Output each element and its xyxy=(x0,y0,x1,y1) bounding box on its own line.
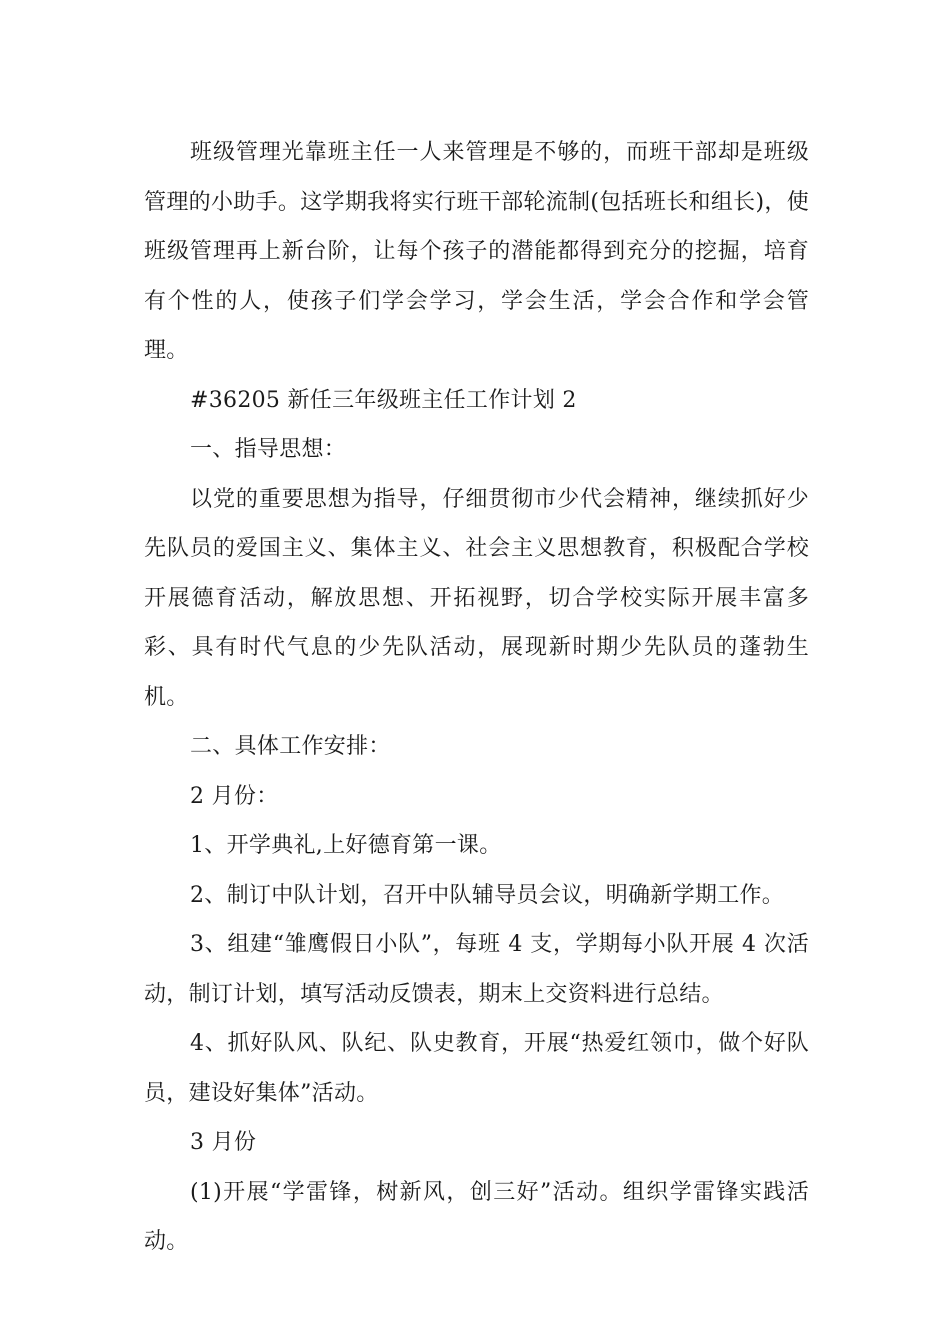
paragraph-guiding-ideology: 以党的重要思想为指导，仔细贯彻市少代会精神，继续抓好少先队员的爱国主义、集体主义、社会主义思想教育，积极配合学校开展德育活动，解放思想、开拓视野，切合学校实际开展丰富多彩、具有时代气息的少先队活动，展现新时期少先队员的蓬勃生机。 xyxy=(144,486,809,710)
document-body xyxy=(144,128,809,1267)
paragraph-class-management: 班级管理光靠班主任一人来管理是不够的，而班干部却是班级管理的小助手。这学期我将实行班干部轮流制(包括班长和组长)，使班级管理再上新台阶，让每个孩子的潜能都得到充分的挖掘，培育有个性的人，使孩子们学会学习，学会生活，学会合作和学会管理。 xyxy=(144,140,809,363)
list-item: 4、抓好队风、队纪、队史教育，开展“热爱红领巾，做个好队员，建设好集体”活动。 xyxy=(144,1031,809,1106)
section-heading-work-arrangement: 二、具体工作安排： xyxy=(190,734,391,759)
section-heading-guiding-ideology: 一、指导思想： xyxy=(190,437,347,462)
list-item: (1)开展“学雷锋，树新风，创三好”活动。组织学雷锋实践活动。 xyxy=(144,1179,809,1254)
month-heading-february: 2 月份： xyxy=(190,783,279,809)
list-item: 1、开学典礼,上好德育第一课。 xyxy=(190,833,502,858)
document-heading: #36205 新任三年级班主任工作计划 2 xyxy=(190,387,577,413)
list-item: 3、组建“雏鹰假日小队”，每班 4 支，学期每小队开展 4 次活动，制订计划，填写活动反馈表，期末上交资料进行总结。 xyxy=(144,932,809,1007)
list-item: 2、制订中队计划，召开中队辅导员会议，明确新学期工作。 xyxy=(190,882,785,908)
month-heading-march: 3 月份 xyxy=(190,1130,257,1155)
